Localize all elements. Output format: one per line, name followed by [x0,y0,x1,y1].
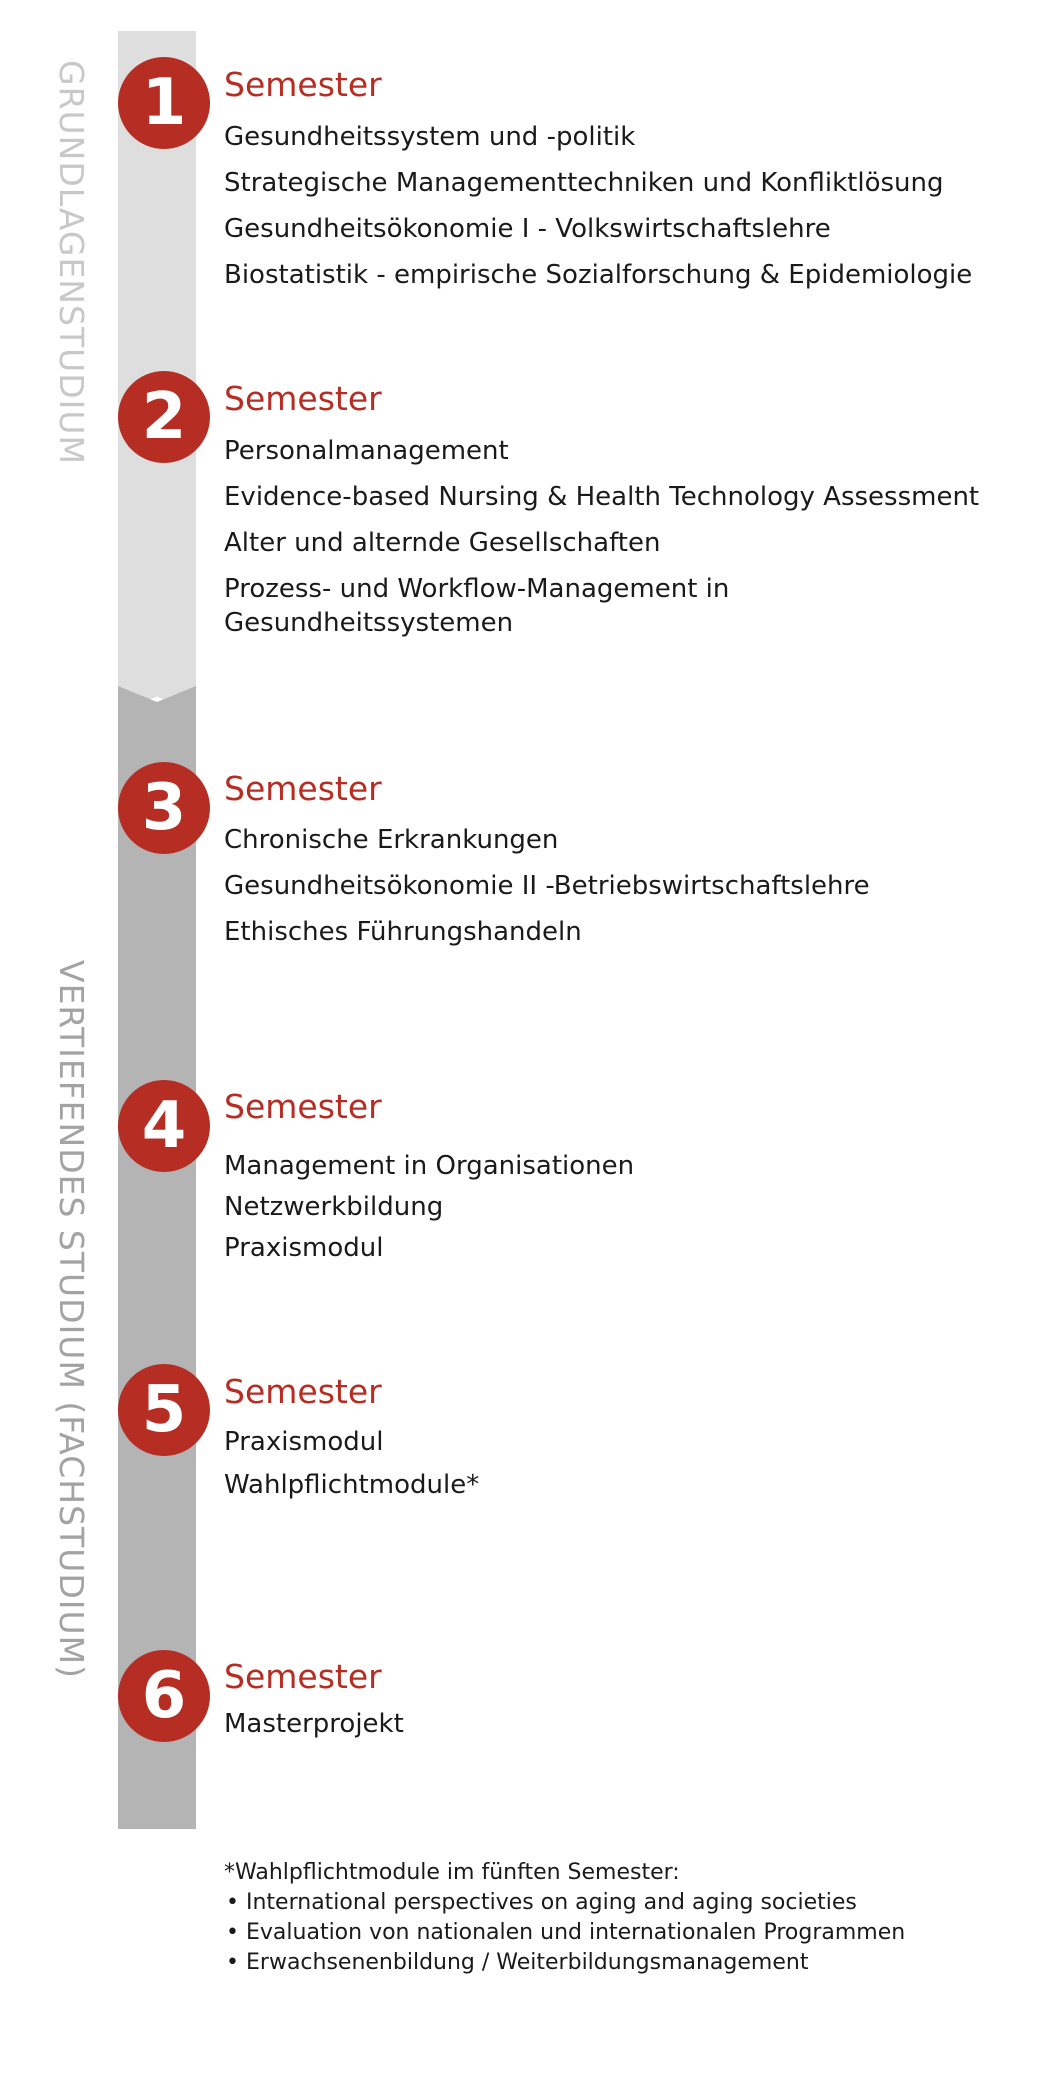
semester-3-course-2: Gesundheitsökonomie II -Betriebswirtschaftslehre [224,871,870,901]
semester-2-course-2: Evidence-based Nursing & Health Technology Assessment [224,482,980,512]
phase-label-grundlagen: GRUNDLAGENSTUDIUM [52,60,91,466]
semester-2-title: Semester [224,379,382,418]
footnote-item: • International perspectives on aging and aging societies [224,1888,905,1918]
semester-2-course-4: Prozess- und Workflow-Management in [224,574,730,604]
semester-4-course-3: Praxismodul [224,1233,384,1263]
semester-5-course-2: Wahlpflichtmodule* [224,1470,480,1500]
semester-3-title: Semester [224,769,382,808]
semester-2-course-3: Alter und alternde Gesellschaften [224,528,661,558]
semester-1-title: Semester [224,65,382,104]
semester-3-badge: 3 [118,762,210,854]
semester-4-course-1: Management in Organisationen [224,1151,635,1181]
semester-6-course-1: Masterprojekt [224,1709,404,1739]
semester-4-course-2: Netzwerkbildung [224,1192,444,1222]
footnote-item: • Erwachsenenbildung / Weiterbildungsmanagement [224,1948,905,1978]
semester-2-course-4-cont: Gesundheitssystemen [224,608,514,638]
semester-5-title: Semester [224,1372,382,1411]
semester-1-badge: 1 [118,57,210,149]
semester-6-title: Semester [224,1657,382,1696]
semester-3-course-3: Ethisches Führungshandeln [224,917,582,947]
semester-5-badge: 5 [118,1364,210,1456]
footnote-item: • Evaluation von nationalen und internationalen Programmen [224,1918,905,1948]
semester-4-badge: 4 [118,1080,210,1172]
semester-1-course-1: Gesundheitssystem und -politik [224,122,636,152]
semester-3-course-1: Chronische Erkrankungen [224,825,559,855]
semester-5-course-1: Praxismodul [224,1427,384,1457]
phase-label-vertiefend: VERTIEFENDES STUDIUM (FACHSTUDIUM) [52,960,91,1680]
footnote [224,1858,905,1979]
semester-1-course-2: Strategische Managementtechniken und Konfliktlösung [224,168,944,198]
semester-2-course-1: Personalmanagement [224,436,509,466]
footnote-title: *Wahlpflichtmodule im fünften Semester: [224,1860,680,1885]
semester-1-course-4: Biostatistik - empirische Sozialforschung & Epidemiologie [224,260,973,290]
semester-2-badge: 2 [118,371,210,463]
semester-1-course-3: Gesundheitsökonomie I - Volkswirtschaftslehre [224,214,831,244]
footnote-list [224,1888,905,1978]
semester-6-badge: 6 [118,1650,210,1742]
semester-4-title: Semester [224,1087,382,1126]
